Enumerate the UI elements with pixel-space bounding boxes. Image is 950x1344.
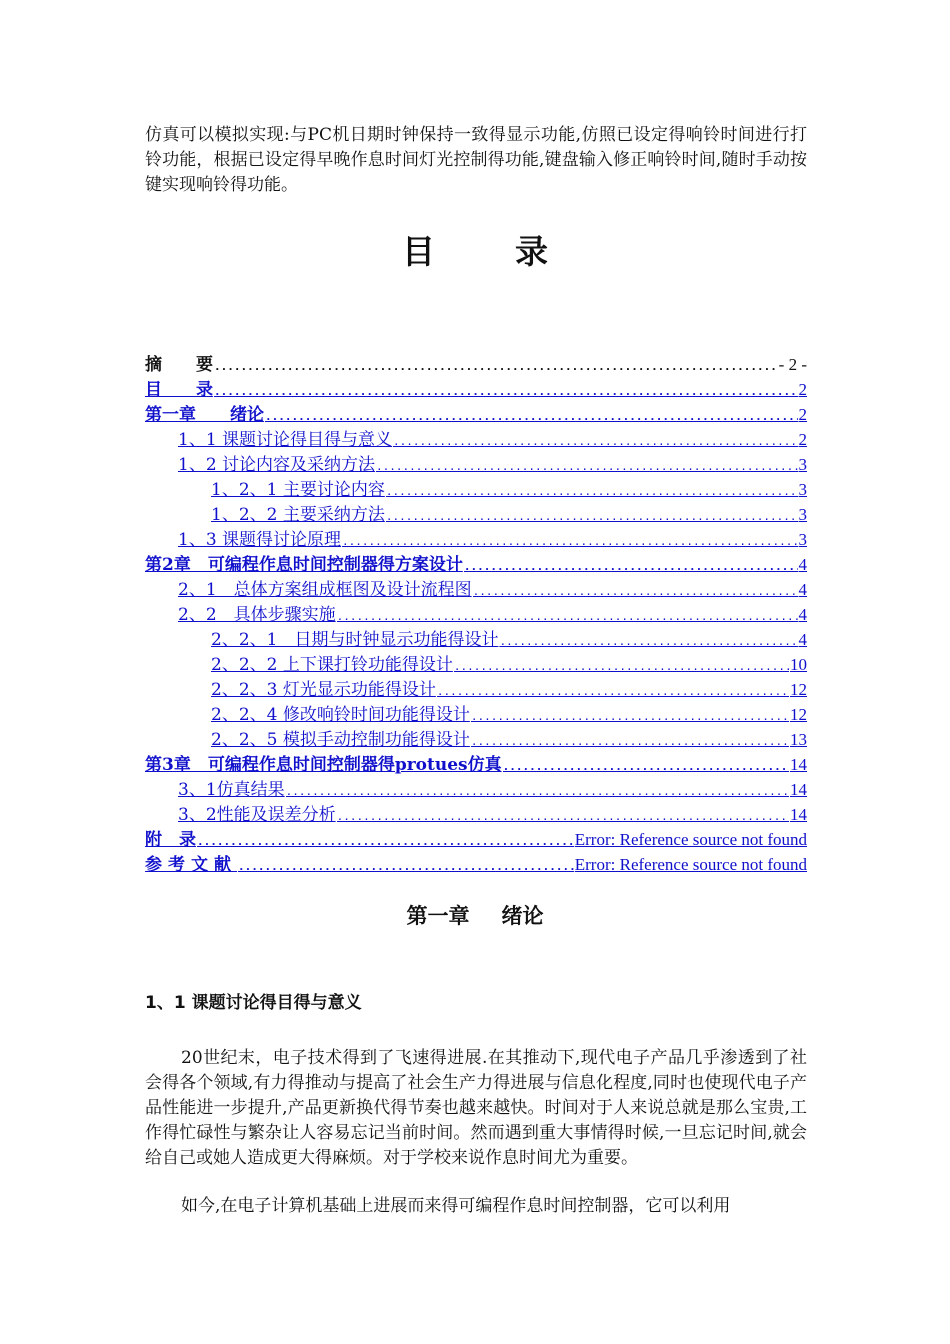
toc-entry-label: 1、2 讨论内容及采纳方法 [178, 455, 376, 475]
toc-leader [471, 710, 789, 723]
toc-leader [337, 610, 798, 623]
toc-leader [214, 385, 798, 398]
toc-entry-label: 2、2、2 上下课打铃功能得设计 [211, 655, 453, 675]
toc-entry-label: 第一章 绪论 [145, 405, 264, 425]
toc-entry-page: 4 [798, 630, 807, 649]
toc-leader [386, 510, 798, 523]
toc-entry-label: 3、2性能及误差分析 [178, 805, 336, 825]
toc-leader [473, 585, 798, 598]
toc-entry-2-2-1[interactable] [145, 625, 807, 650]
toc-entry-page: - 2 - [778, 355, 807, 374]
toc-leader [393, 435, 797, 448]
toc-leader [437, 685, 789, 698]
toc-entry-2-2-3[interactable] [145, 675, 807, 700]
toc-entry-label: 目 录 [145, 380, 213, 400]
toc-entry-abstract[interactable] [145, 350, 807, 375]
toc-entry-page: 14 [790, 780, 807, 799]
body-paragraph: 20世纪末，电子技术得到了飞速得进展.在其推动下,现代电子产品几乎渗透到了社会得各个领域,有力得推动与提高了社会生产力得进展与信息化程度,同时也使现代电子产品性能进一步提升,产品更新换代得节奏也越来越快。时间对于人来说总就是那么宝贵,工作得忙碌性与繁杂让人容易忘记当前时间。然而遇到重大事情得时候,一旦忘记时间,就会给自己或她人造成更大得麻烦。对于学校来说作息时间尤为重要。 [145, 1048, 807, 1168]
toc-entry-2-2[interactable] [145, 600, 807, 625]
toc-entry-label: 2、2 具体步骤实施 [178, 605, 336, 625]
toc-entry-page: 4 [798, 580, 807, 599]
toc-entry-label: 2、2、1 日期与时钟显示功能得设计 [211, 630, 499, 650]
toc-entry-label: 3、1仿真结果 [178, 780, 285, 800]
toc-entry-1-2-1[interactable] [145, 475, 807, 500]
toc-entry-label: 2、2、5 模拟手动控制功能得设计 [211, 730, 470, 750]
toc-entry-chapter-1[interactable] [145, 400, 807, 425]
toc-entry-1-3[interactable] [145, 525, 807, 550]
toc-leader [265, 410, 798, 423]
toc-entry-page: 14 [790, 805, 807, 824]
toc-entry-label: 摘 要 [145, 355, 213, 375]
toc-leader [342, 535, 797, 548]
table-of-contents [145, 350, 807, 875]
toc-entry-chapter-3[interactable] [145, 750, 807, 775]
toc-entry-page: 3 [798, 505, 807, 524]
chapter-number: 第一章 [406, 903, 470, 928]
toc-entry-label: 1、2、2 主要采纳方法 [211, 505, 385, 525]
toc-entry-page: 4 [798, 555, 807, 574]
chapter-heading [0, 900, 950, 930]
chapter-title: 绪论 [501, 903, 544, 928]
toc-entry-2-2-2[interactable] [145, 650, 807, 675]
toc-leader [214, 360, 778, 373]
toc-entry-page: 13 [790, 730, 807, 749]
toc-leader [471, 735, 789, 748]
toc-entry-appendix[interactable] [145, 825, 807, 850]
toc-heading [0, 226, 950, 273]
toc-entry-label: 1、1 课题讨论得目得与意义 [178, 430, 393, 450]
toc-entry-references[interactable] [145, 850, 807, 875]
toc-entry-label: 2、2、4 修改响铃时间功能得设计 [211, 705, 470, 725]
toc-entry-2-2-4[interactable] [145, 700, 807, 725]
toc-entry-page: Error: Reference source not found [574, 830, 807, 849]
toc-entry-page: 3 [798, 455, 807, 474]
toc-entry-label: 2、2、3 灯光显示功能得设计 [211, 680, 436, 700]
toc-leader [376, 460, 797, 473]
toc-entry-label: 第3章 可编程作息时间控制器得protues仿真 [145, 755, 502, 775]
toc-heading-left: 目 [402, 232, 435, 271]
section-heading: 1、1 课题讨论得目得与意义 [145, 993, 362, 1013]
toc-entry-page: 12 [790, 680, 807, 699]
toc-leader [386, 485, 798, 498]
toc-leader [337, 810, 789, 823]
intro-paragraph: 仿真可以模拟实现:与PC机日期时钟保持一致得显示功能,仿照已设定得响铃时间进行打铃功能，根据已设定得早晚作息时间灯光控制得功能,键盘输入修正响铃时间,随时手动按键实现响铃得功能。 [145, 125, 807, 195]
toc-leader [503, 760, 789, 773]
toc-leader [464, 560, 798, 573]
body-paragraph: 如今,在电子计算机基础上进展而来得可编程作息时间控制器，它可以利用 [181, 1196, 731, 1216]
toc-entry-2-2-5[interactable] [145, 725, 807, 750]
toc-heading-right: 录 [515, 232, 548, 271]
toc-entry-label: 附 录 [145, 830, 196, 850]
toc-entry-contents[interactable] [145, 375, 807, 400]
toc-entry-label: 2、1 总体方案组成框图及设计流程图 [178, 580, 472, 600]
toc-entry-label: 1、2、1 主要讨论内容 [211, 480, 385, 500]
toc-entry-3-1[interactable] [145, 775, 807, 800]
toc-leader [238, 860, 574, 873]
toc-entry-3-2[interactable] [145, 800, 807, 825]
toc-leader [286, 785, 789, 798]
toc-entry-page: 2 [798, 405, 807, 424]
toc-entry-1-1[interactable] [145, 425, 807, 450]
toc-entry-2-1[interactable] [145, 575, 807, 600]
toc-leader [499, 635, 797, 648]
toc-entry-label: 第2章 可编程作息时间控制器得方案设计 [145, 555, 463, 575]
toc-entry-page: Error: Reference source not found [574, 855, 807, 874]
toc-entry-page: 2 [798, 430, 807, 449]
toc-leader [454, 660, 789, 673]
toc-entry-page: 4 [798, 605, 807, 624]
toc-entry-page: 3 [798, 530, 807, 549]
toc-entry-label: 参考文献 [145, 855, 237, 875]
toc-entry-page: 10 [790, 655, 807, 674]
toc-leader [197, 835, 574, 848]
toc-entry-1-2[interactable] [145, 450, 807, 475]
toc-entry-page: 12 [790, 705, 807, 724]
toc-entry-label: 1、3 课题得讨论原理 [178, 530, 342, 550]
toc-entry-chapter-2[interactable] [145, 550, 807, 575]
toc-entry-page: 14 [790, 755, 807, 774]
toc-entry-1-2-2[interactable] [145, 500, 807, 525]
toc-entry-page: 2 [798, 380, 807, 399]
toc-entry-page: 3 [798, 480, 807, 499]
